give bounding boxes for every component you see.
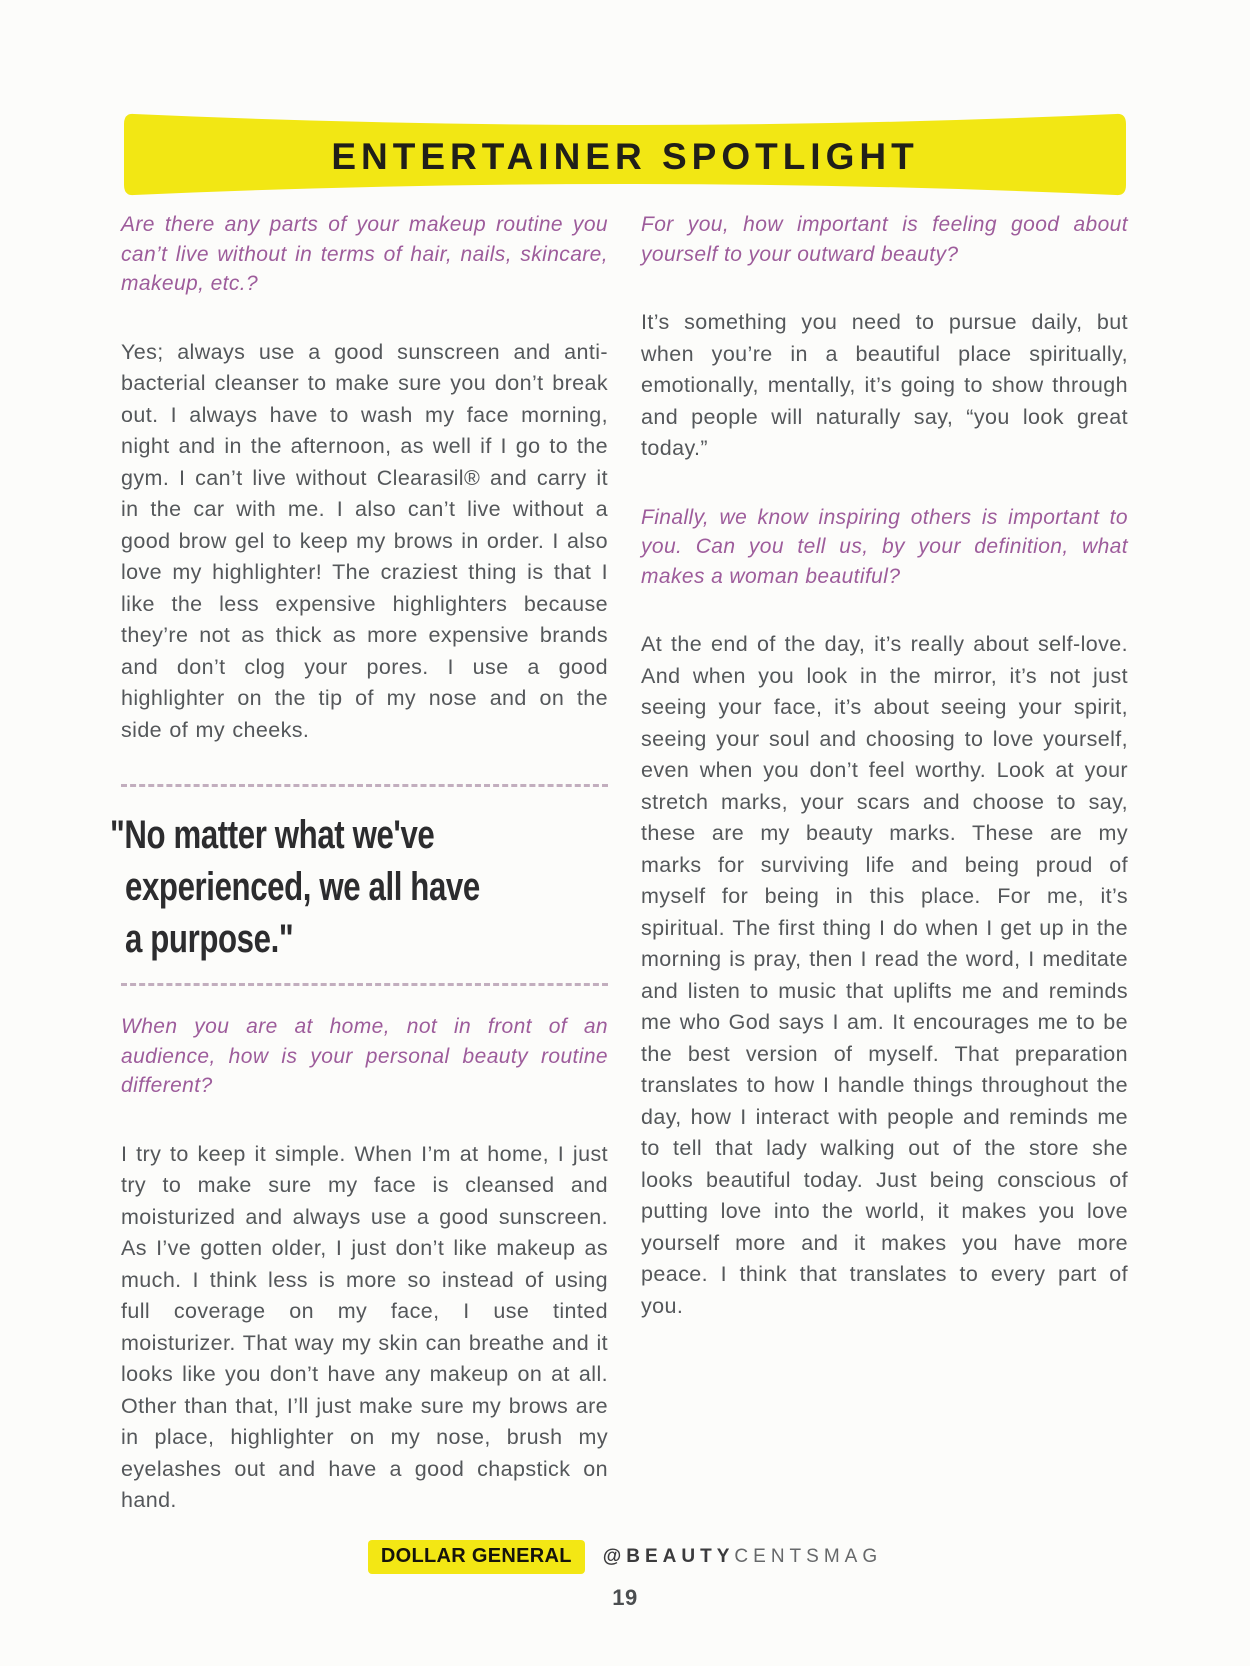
pull-quote-text: "No matter what we've xyxy=(110,813,435,857)
article-body xyxy=(110,210,1128,1555)
left-column xyxy=(110,210,608,1555)
dollar-general-logo: DOLLAR GENERAL xyxy=(368,1540,585,1574)
page-footer xyxy=(0,1540,1250,1574)
pull-quote-line xyxy=(125,861,608,913)
question-text: Are there any parts of your makeup routine you can’t live without in terms of hair, nails, skincare, makeup, etc.? xyxy=(121,213,608,295)
answer-text: At the end of the day, it’s really about self-love. And when you look in the mirror, it’s not just seeing your face, it’s about seeing your spirit, seeing your soul and choosing to love yourself, even when you don’t feel worthy. Look at your stretch marks, your scars and choose to say, these are my beauty marks. These are my marks for surviving life and being proud of myself for being in this place. For me, it’s spiritual. The first thing I do when I get up in the morning is pray, then I read the word, I meditate and listen to music that uplifts me and reminds me who God says I am. It encourages me to be the best version of myself. That preparation translates to how I handle things throughout the day, how I interact with people and reminds me to tell that lady walking out of the store she looks beautiful today. Just being conscious of putting love into the world, it makes you love yourself more and it makes you have more peace. I think that translates to every part of you. xyxy=(641,632,1128,1318)
section-title: ENTERTAINER SPOTLIGHT xyxy=(331,135,919,177)
page-number: 19 xyxy=(612,1585,638,1610)
section-banner xyxy=(122,111,1128,199)
pull-quote-text: a purpose." xyxy=(125,917,294,961)
pull-quote-text: experienced, we all have xyxy=(125,865,480,909)
dashed-divider xyxy=(121,983,608,986)
question-text: When you are at home, not in front of an audience, how is your personal beauty routine different? xyxy=(121,1015,608,1097)
social-handle xyxy=(603,1546,882,1568)
question-text: For you, how important is feeling good about yourself to your outward beauty? xyxy=(641,213,1128,266)
answer-text: Yes; always use a good sunscreen and anti-bacterial cleanser to make sure you don’t break out. I always have to wash my face morning, night and in the afternoon, as well if I go to the gym. I can’t live without Clearasil® and carry it in the car with me. I also can’t live without a good brow gel to keep my brows in order. I also love my highlighter! The craziest thing is that I like the less expensive highlighters because they’re not as thick as more expensive brands and don’t clog your pores. I use a good highlighter on the tip of my nose and on the side of my cheeks. xyxy=(121,339,608,742)
social-handle-light: CENTSMAG xyxy=(734,1546,883,1567)
pull-quote xyxy=(110,809,608,965)
question-text: Finally, we know inspiring others is important to you. Can you tell us, by your definition, what makes a woman beautiful? xyxy=(641,505,1128,588)
right-column xyxy=(641,210,1128,1555)
pull-quote-line xyxy=(110,809,608,861)
pull-quote-line xyxy=(125,913,608,965)
answer-text: It’s something you need to pursue daily, but when you’re in a beautiful place spiritually, emotionally, mentally, it’s going to show through and people will naturally say, “you look great today.” xyxy=(641,310,1128,460)
answer-text: I try to keep it simple. When I’m at home, I just try to make sure my face is cleansed and moisturized and always use a good sunscreen. As I’ve gotten older, I just don’t like makeup as much. I think less is more so instead of using full coverage on my face, I use tinted moisturizer. That way my skin can breathe and it looks like you don’t have any makeup on at all. Other than that, I’ll just make sure my brows are in place, highlighter on my nose, brush my eyelashes out and have a good chapstick on hand. xyxy=(121,1141,608,1512)
dashed-divider xyxy=(121,784,608,787)
social-handle-bold: @BEAUTY xyxy=(602,1546,735,1567)
